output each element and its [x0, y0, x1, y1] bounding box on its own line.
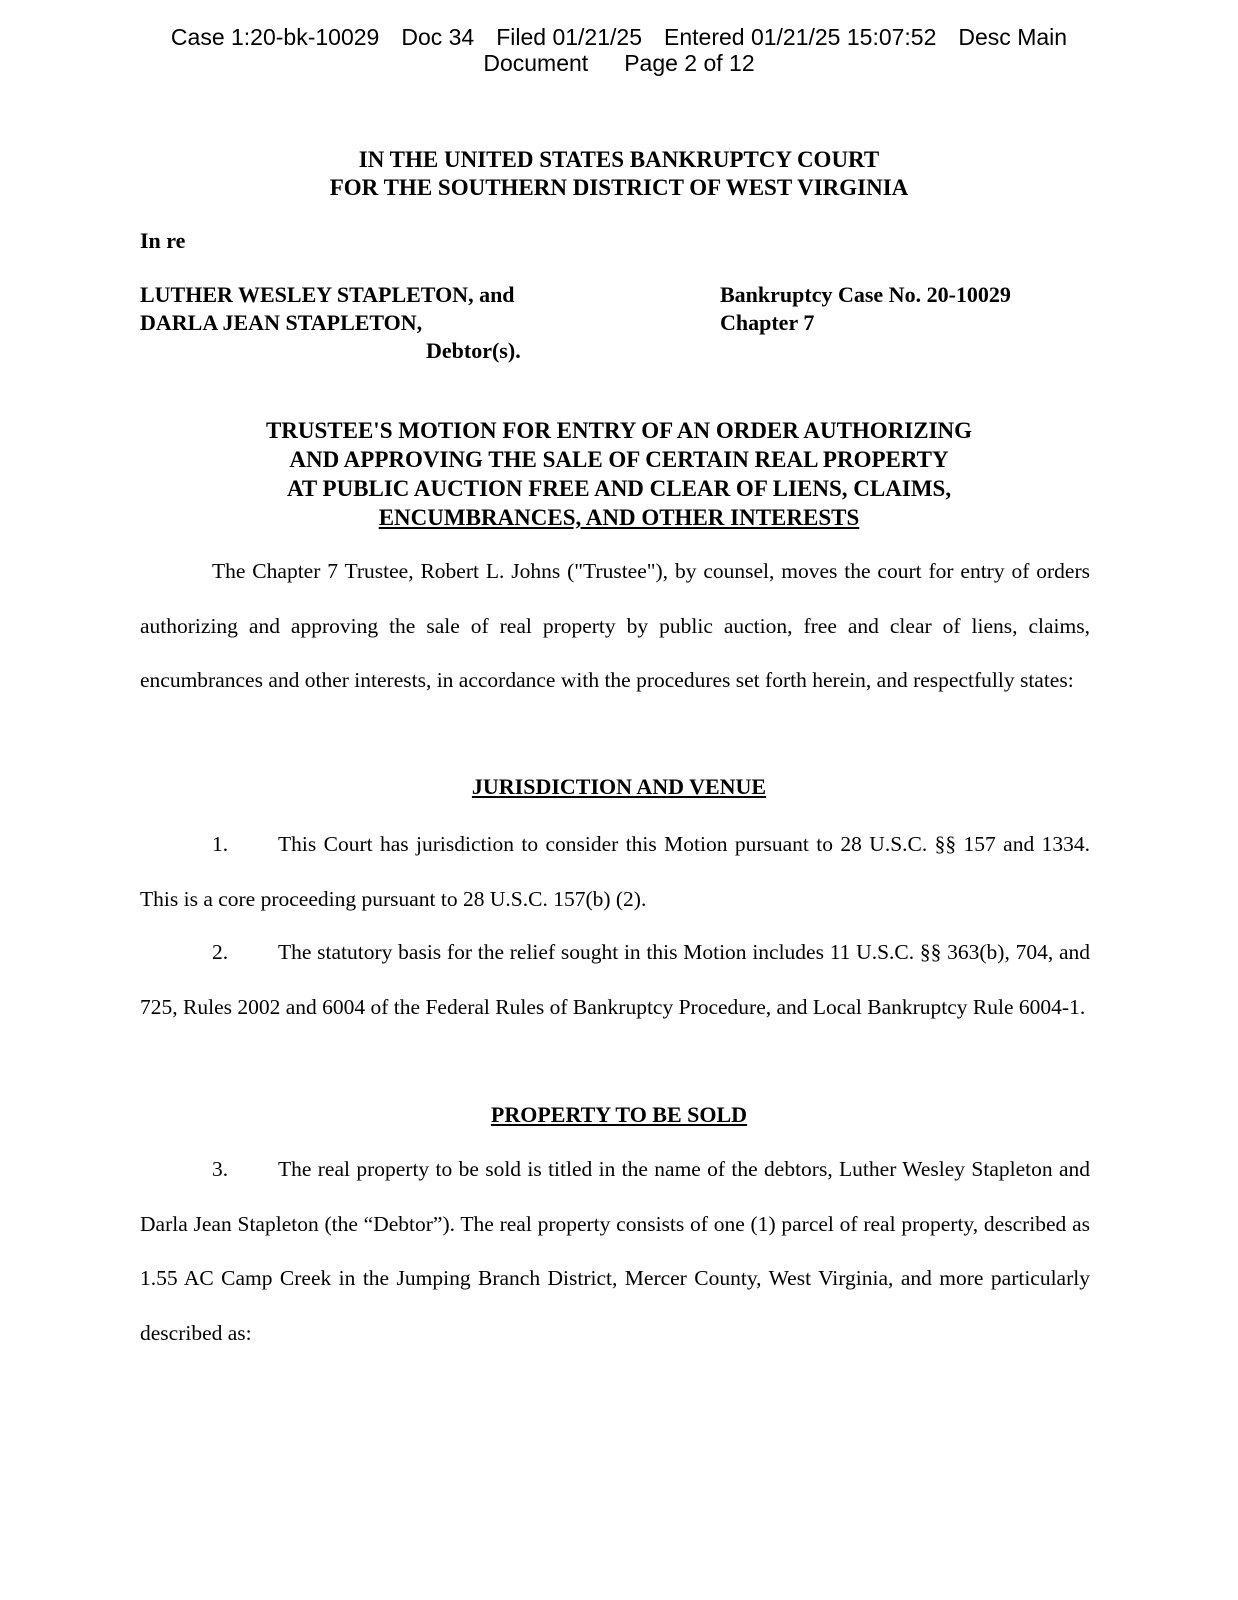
- property-heading: PROPERTY TO BE SOLD: [490, 1102, 748, 1127]
- stamp-doc: Doc 34: [401, 24, 475, 50]
- in-re-label: In re: [140, 228, 186, 253]
- filing-stamp: [0, 24, 1238, 76]
- paragraph-2-text: The statutory basis for the relief sought in this Motion includes 11 U.S.C. §§ 363(b), 704, and 725, Rules 2002 and 6004 of the Federal Rules of Bankruptcy Procedure, and Local Bankruptcy Rule 6004-1.: [140, 940, 1090, 1019]
- stamp-desc: Desc Main: [958, 24, 1068, 50]
- paragraph-1: [140, 817, 1090, 926]
- paragraph-2: [140, 925, 1090, 1034]
- intro-text: The Chapter 7 Trustee, Robert L. Johns ("Trustee"), by counsel, moves the court for entry of orders authorizing and approving the sale of real property by public auction, free and clear of liens, claims, encumbrances and other interests, in accordance with the procedures set forth herein, and respectfully states:: [140, 559, 1090, 692]
- court-heading: [0, 146, 1238, 202]
- paragraph-1-text: This Court has jurisdiction to consider this Motion pursuant to 28 U.S.C. §§ 157 and 1334. This is a core proceeding pursuant to 28 U.S.C. 157(b) (2).: [140, 832, 1090, 911]
- stamp-case: Case 1:20-bk-10029: [170, 24, 380, 50]
- motion-title-line-4: ENCUMBRANCES, AND OTHER INTERESTS: [378, 505, 860, 530]
- court-line-1: IN THE UNITED STATES BANKRUPTCY COURT: [358, 147, 880, 172]
- stamp-document: Document: [483, 50, 589, 76]
- chapter-label: Chapter 7: [720, 310, 815, 335]
- debtor-line-1: LUTHER WESLEY STAPLETON, and: [140, 282, 515, 307]
- case-number: Bankruptcy Case No. 20-10029: [720, 282, 1011, 307]
- case-caption: [720, 281, 1011, 337]
- debtor-label: Debtor(s).: [426, 338, 521, 363]
- motion-title-line-1: TRUSTEE'S MOTION FOR ENTRY OF AN ORDER AUTHORIZING: [265, 418, 973, 443]
- paragraph-1-number: 1.: [212, 832, 229, 856]
- motion-title: [0, 416, 1238, 532]
- court-line-2: FOR THE SOUTHERN DISTRICT OF WEST VIRGINIA: [329, 175, 909, 200]
- jurisdiction-heading: JURISDICTION AND VENUE: [471, 774, 767, 799]
- paragraph-3-text: The real property to be sold is titled in the name of the debtors, Luther Wesley Stapleton and Darla Jean Stapleton (the “Debtor”). The real property consists of one (1) parcel of real property, described as 1.55 AC Camp Creek in the Jumping Branch District, Mercer County, West Virginia, and more particularly described as:: [140, 1157, 1090, 1345]
- paragraph-3-number: 3.: [212, 1157, 229, 1181]
- motion-title-line-3: AT PUBLIC AUCTION FREE AND CLEAR OF LIENS, CLAIMS,: [286, 476, 952, 501]
- paragraph-2-number: 2.: [212, 940, 229, 964]
- stamp-page: Page 2 of 12: [624, 50, 755, 76]
- debtor-caption: [140, 281, 521, 365]
- stamp-filed: Filed 01/21/25: [496, 24, 642, 50]
- debtor-line-2: DARLA JEAN STAPLETON,: [140, 310, 423, 335]
- paragraph-3: [140, 1142, 1090, 1360]
- stamp-entered: Entered 01/21/25 15:07:52: [664, 24, 937, 50]
- motion-title-line-2: AND APPROVING THE SALE OF CERTAIN REAL PROPERTY: [289, 447, 949, 472]
- intro-paragraph: [140, 544, 1090, 708]
